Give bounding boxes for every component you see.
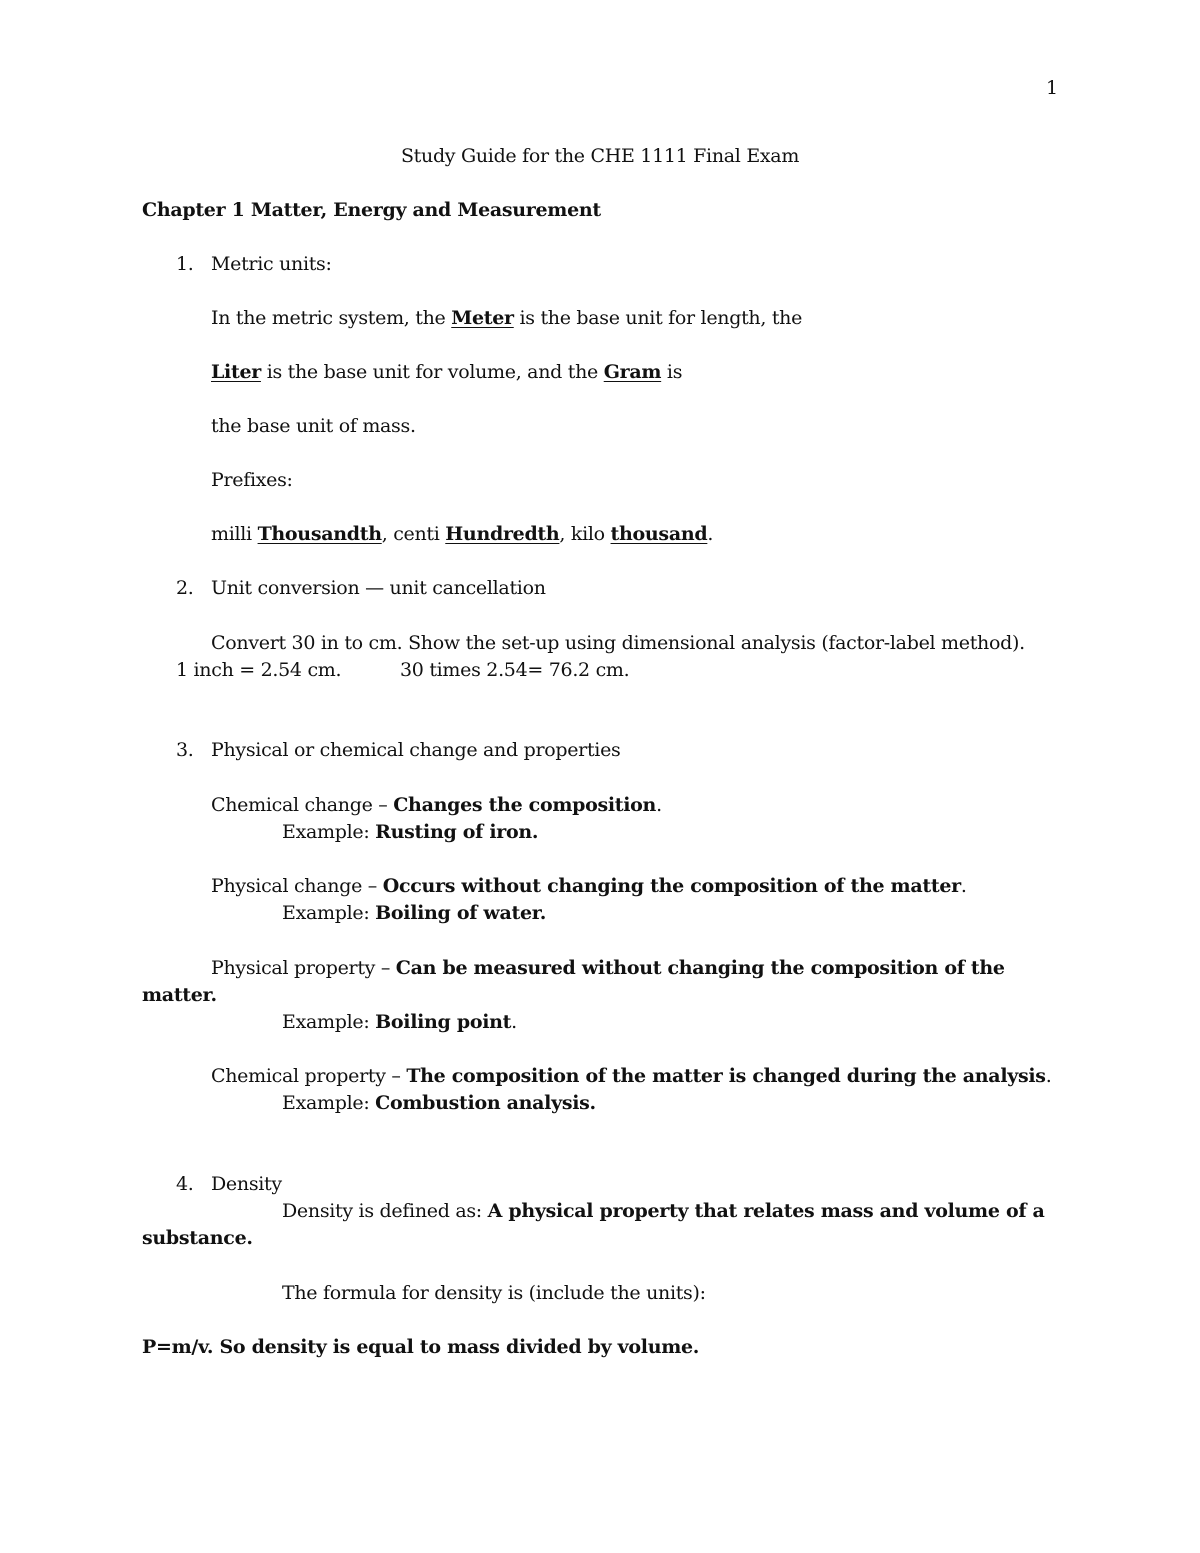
prefixes-label: Prefixes:: [211, 469, 293, 491]
prefix-kilo: , kilo: [559, 523, 611, 545]
q1-line-3: the base unit of mass.: [211, 415, 416, 437]
phys-prop-def: Can be measured without changing the composition of the: [395, 957, 1005, 979]
prefixes-line: [211, 522, 713, 546]
example-label: Example:: [282, 1092, 376, 1114]
q4-label: Density: [211, 1173, 282, 1195]
phys-change-example-line: [282, 901, 546, 925]
example-label: Example:: [282, 902, 376, 924]
density-def-line-2: [142, 1226, 253, 1250]
chem-prop-def: The composition of the matter is changed during the analysis: [406, 1065, 1046, 1087]
q1-line2-b: is: [661, 361, 683, 383]
q1-number: 1.: [176, 253, 194, 275]
density-formula-answer: P=m/v. So density is equal to mass divided by volume.: [142, 1336, 700, 1358]
q2-answer-a: 1 inch = 2.54 cm.: [176, 659, 342, 681]
density-def: A physical property that relates mass and volume of a: [487, 1200, 1045, 1222]
phys-prop-def-cont: matter.: [142, 984, 217, 1006]
chem-change-label: Chemical change –: [211, 794, 394, 816]
q1-line2-a: is the base unit for volume, and the: [260, 361, 604, 383]
q2-number: 2.: [176, 577, 194, 599]
chem-prop-line: Chemical property – The composition of the matter is changed during the analysis.: [211, 1065, 1052, 1087]
phys-prop-example-line: Example: Boiling point.: [282, 1011, 517, 1033]
phys-change-line: Physical change – Occurs without changing the composition of the matter.: [211, 875, 967, 897]
prefix-milli: milli: [211, 523, 258, 545]
q3-label: Physical or chemical change and properties: [211, 739, 621, 761]
answer-meter: Meter: [451, 307, 514, 329]
q1-line1-a: In the metric system, the: [211, 307, 452, 329]
q1-line-2: [211, 360, 682, 384]
q2-prompt: Convert 30 in to cm. Show the set-up using dimensional analysis (factor-label method).: [211, 632, 1025, 654]
prefix-centi: , centi: [381, 523, 446, 545]
q1-line-1: [211, 306, 802, 330]
q2-label: Unit conversion — unit cancellation: [211, 577, 546, 599]
chem-change-def: Changes the composition: [393, 794, 657, 816]
answer-thousand: thousand: [610, 523, 708, 545]
example-label: Example:: [282, 1011, 376, 1033]
example-label: Example:: [282, 821, 376, 843]
q1-line1-b: is the base unit for length, the: [513, 307, 803, 329]
q2-answer-b: 30 times 2.54= 76.2 cm.: [400, 659, 630, 681]
q3-number: 3.: [176, 739, 194, 761]
phys-prop-example: Boiling point: [375, 1011, 512, 1033]
chem-prop-example-line: [282, 1091, 596, 1115]
density-def-label: Density is defined as:: [282, 1200, 488, 1222]
chem-prop-label: Chemical property –: [211, 1065, 407, 1087]
chem-change-example: Rusting of iron.: [375, 821, 539, 843]
density-def-cont: substance.: [142, 1227, 253, 1249]
answer-gram: Gram: [603, 361, 662, 383]
density-formula-prompt: The formula for density is (include the units):: [282, 1282, 706, 1304]
phys-prop-line: [211, 956, 1005, 980]
page-number: 1: [1046, 77, 1058, 99]
phys-change-label: Physical change –: [211, 875, 383, 897]
chapter-heading: [142, 198, 601, 222]
answer-liter: Liter: [211, 361, 261, 383]
chem-change-example-line: [282, 820, 538, 844]
phys-prop-label: Physical property –: [211, 957, 396, 979]
q4-number: 4.: [176, 1173, 194, 1195]
answer-thousandth: Thousandth: [257, 523, 382, 545]
answer-hundredth: Hundredth: [445, 523, 560, 545]
density-def-line: [282, 1199, 1045, 1223]
phys-change-example: Boiling of water.: [375, 902, 547, 924]
q1-label: Metric units:: [211, 253, 332, 275]
phys-change-def: Occurs without changing the composition of the matter: [382, 875, 961, 897]
chem-prop-example: Combustion analysis.: [375, 1092, 596, 1114]
chapter-title: Chapter 1 Matter, Energy and Measurement: [142, 199, 601, 221]
phys-prop-line-2: [142, 983, 217, 1007]
density-formula-answer-line: [142, 1335, 699, 1359]
prefixes-period: .: [707, 523, 714, 545]
page-title: Study Guide for the CHE 1111 Final Exam: [400, 145, 800, 167]
chem-change-line: Chemical change – Changes the composition.: [211, 794, 662, 816]
